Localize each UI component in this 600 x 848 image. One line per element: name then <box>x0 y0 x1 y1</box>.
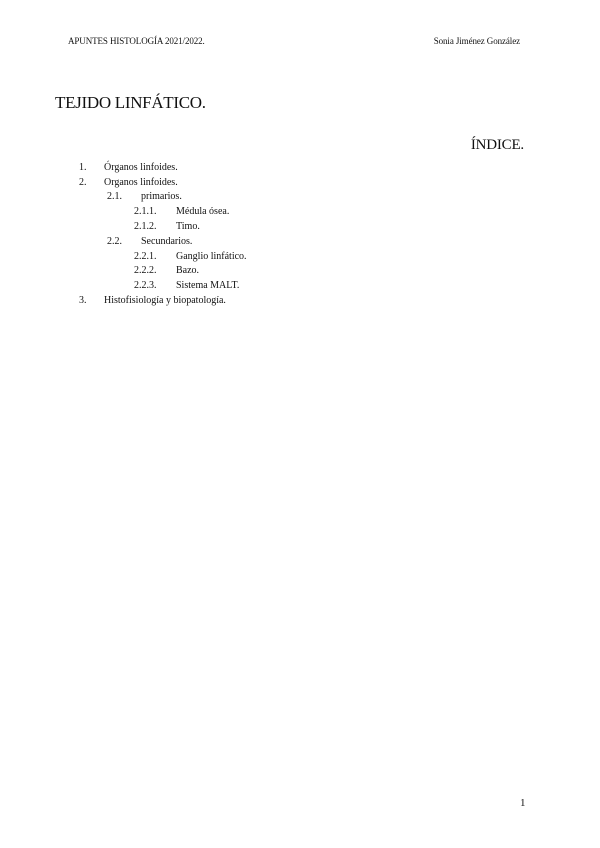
toc-item[interactable] <box>0 177 600 191</box>
toc-item-number: 2.2.3. <box>134 280 157 291</box>
toc-item-label: Bazo. <box>176 265 200 276</box>
toc-item-number: 2.2.2. <box>134 265 157 276</box>
toc-item[interactable] <box>0 206 600 220</box>
toc-item[interactable] <box>0 265 600 279</box>
toc-item-label: primarios. <box>141 191 182 202</box>
toc-item-number: 2.2. <box>107 236 122 247</box>
toc-item[interactable] <box>0 251 600 265</box>
toc-item[interactable] <box>0 295 600 309</box>
header-author: Sonia Jiménez González <box>433 36 520 46</box>
toc-item-label: Histofisiología y biopatología. <box>104 295 226 306</box>
toc-item-label: Médula ósea. <box>176 206 230 217</box>
toc-item-label: Timo. <box>176 221 200 232</box>
toc-item-label: Secundarios. <box>141 236 193 247</box>
toc-heading: ÍNDICE. <box>470 137 524 153</box>
toc-item-number: 2.1. <box>107 191 122 202</box>
toc-item-label: Órganos linfoides. <box>104 162 178 173</box>
toc-item-label: Organos linfoides. <box>104 177 178 188</box>
toc-item[interactable] <box>0 221 600 235</box>
page-number: 1 <box>520 797 526 809</box>
page-title: TEJIDO LINFÁTICO. <box>55 93 206 112</box>
toc-item-label: Sistema MALT. <box>176 280 240 291</box>
toc-item[interactable] <box>0 191 600 205</box>
toc-item-number: 2.1.2. <box>134 221 157 232</box>
header-course-title: APUNTES HISTOLOGÍA 2021/2022. <box>68 36 205 46</box>
toc-item-number: 2. <box>79 177 87 188</box>
toc-item[interactable] <box>0 236 600 250</box>
toc-item-number: 3. <box>79 295 87 306</box>
toc-item-label: Ganglio linfático. <box>176 251 247 262</box>
toc-item-number: 1. <box>79 162 87 173</box>
toc-item-number: 2.1.1. <box>134 206 157 217</box>
toc-item-number: 2.2.1. <box>134 251 157 262</box>
toc-item[interactable] <box>0 162 600 176</box>
toc-item[interactable] <box>0 280 600 294</box>
